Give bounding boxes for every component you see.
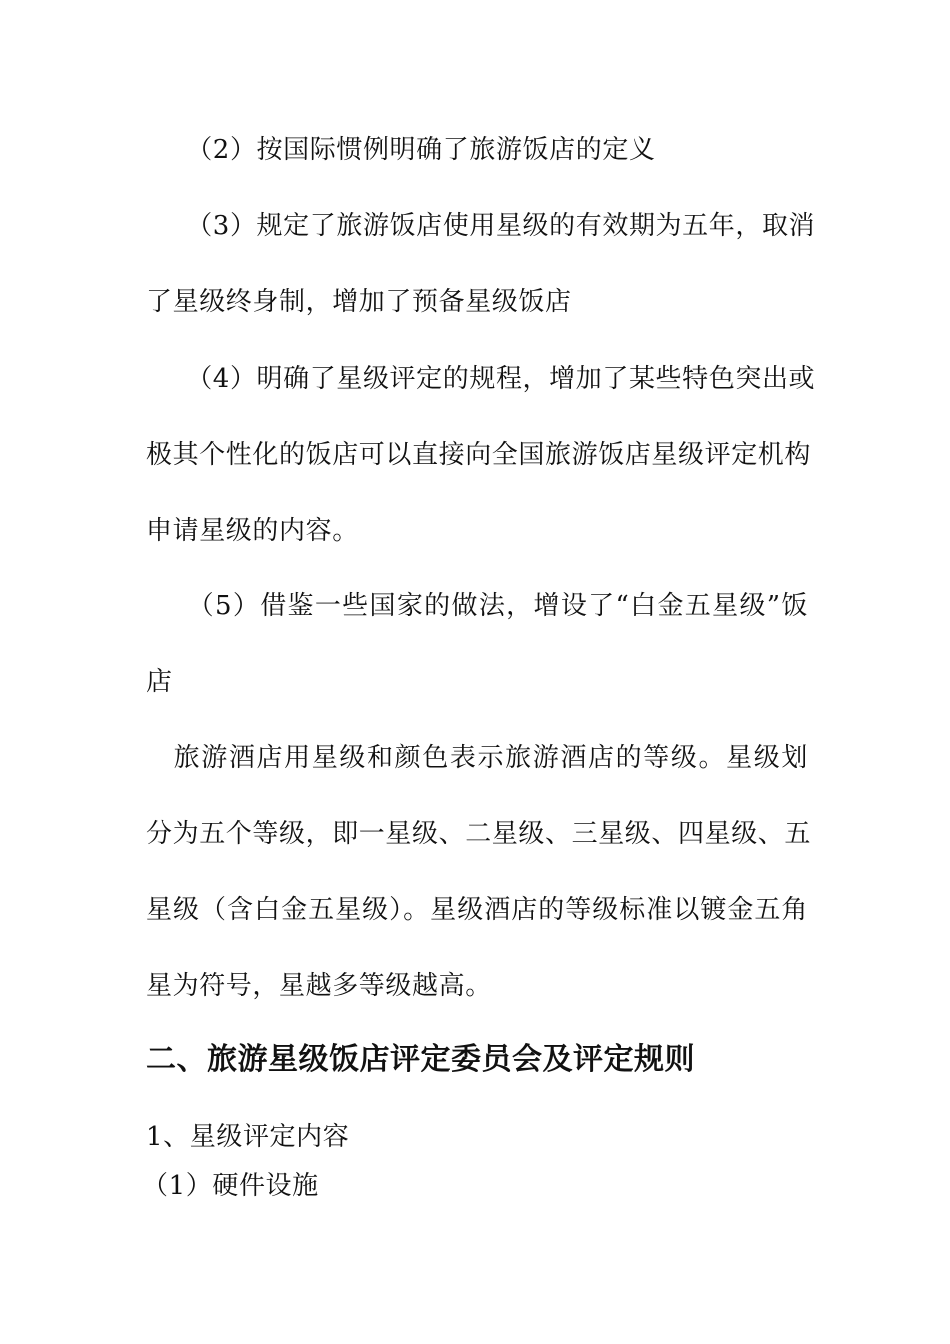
paragraph-line: （5）借鉴一些国家的做法，增设了“白金五星级”饭 — [146, 591, 808, 621]
paragraph-line: （4）明确了星级评定的规程，增加了某些特色突出或 — [146, 364, 816, 394]
paragraph-line: （2）按国际惯例明确了旅游饭店的定义 — [146, 135, 656, 165]
paragraph-item-3 — [146, 188, 816, 340]
paragraph-item-5 — [146, 568, 808, 720]
paragraph-item-4 — [146, 341, 816, 569]
section-heading: 二、旅游星级饭店评定委员会及评定规则 — [146, 1042, 695, 1077]
paragraph-line: （3）规定了旅游饭店使用星级的有效期为五年，取消 — [146, 211, 816, 241]
paragraph-line: 店 — [146, 667, 173, 697]
subsection-item: （1）硬件设施 — [142, 1171, 319, 1201]
paragraph-line: 分为五个等级，即一星级、二星级、三星级、四星级、五 — [146, 819, 812, 849]
paragraph-line: 星为符号，星越多等级越高。 — [146, 971, 492, 1001]
paragraph-item-2 — [146, 112, 808, 188]
paragraph-line: 了星级终身制，增加了预备星级饭店 — [146, 287, 572, 317]
paragraph-star-rating — [146, 720, 812, 1024]
paragraph-line: 星级（含白金五星级）。星级酒店的等级标准以镀金五角 — [146, 895, 808, 925]
paragraph-line: 极其个性化的饭店可以直接向全国旅游饭店星级评定机构 — [146, 440, 812, 470]
paragraph-line: 申请星级的内容。 — [146, 516, 359, 546]
subsection-title: 1、星级评定内容 — [146, 1122, 350, 1152]
paragraph-line: 旅游酒店用星级和颜色表示旅游酒店的等级。星级划 — [146, 743, 808, 773]
